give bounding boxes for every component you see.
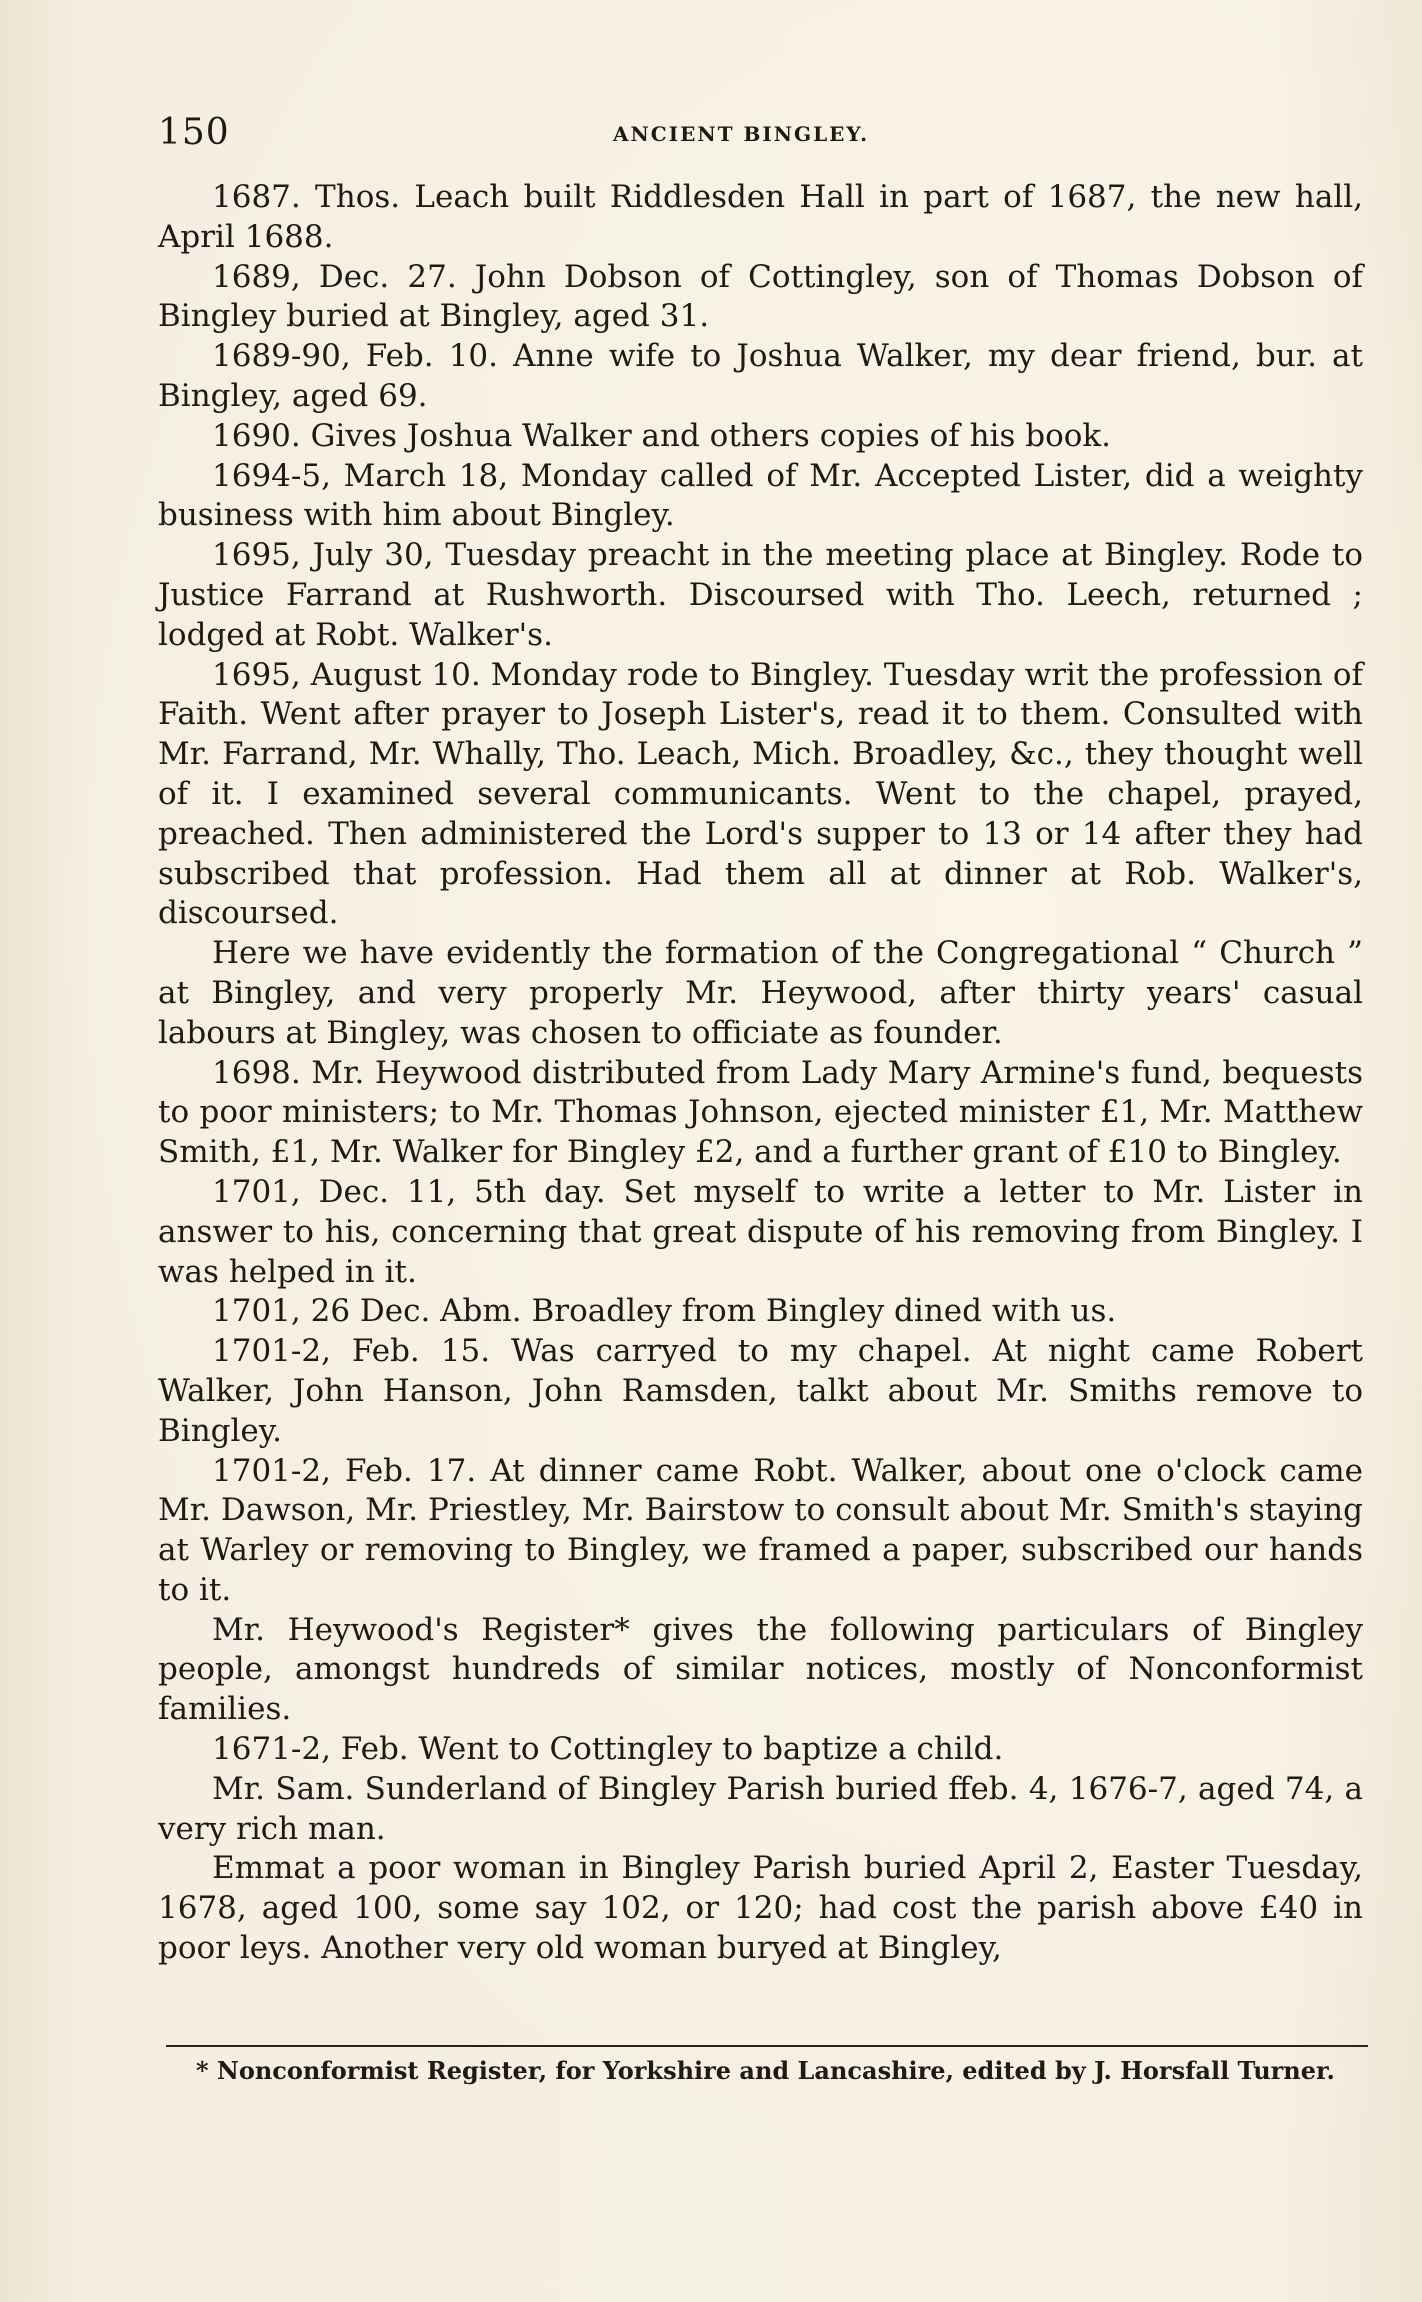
paragraph-heywood-register: Mr. Heywood's Register* gives the following particulars of Bingley people, amongst hundreds of similar notices, mostly of Nonconformist families. (158, 1611, 1363, 1728)
paragraph-1687-riddlesden-hall: 1687. Thos. Leach built Riddlesden Hall in part of 1687, the new hall, April 1688. (158, 179, 1363, 255)
paragraph-1701-broadley-dined: 1701, 26 Dec. Abm. Broadley from Bingley dined with us. (212, 1293, 1117, 1330)
paragraph-1695-august-profession: 1695, August 10. Monday rode to Bingley. Tuesday writ the profession of Faith. Went after prayer to Joseph Lister's, read it to them. Consulted with Mr. Farrand, Mr. Whally, Tho. Leach, Mich. Broadley, &c., they thought well of it. I examined several communicants. Went to the chapel, prayed, preached. Then administered the Lord's supper to 13 or 14 after they had subscribed that profession. Had them all at dinner at Rob. Walker's, discoursed. (158, 656, 1363, 932)
paragraph-1701-letter-to-lister: 1701, Dec. 11, 5th day. Set myself to write a letter to Mr. Lister in answer to his, concerning that great dispute of his removing from Bingley. I was helped in it. (158, 1173, 1363, 1290)
running-title: ANCIENT BINGLEY. (613, 122, 870, 146)
paragraph-1695-july-preaching: 1695, July 30, Tuesday preacht in the meeting place at Bingley. Rode to Justice Farrand at Rushworth. Discoursed with Tho. Leech, returned ; lodged at Robt. Walker's. (158, 537, 1363, 653)
paragraph-1698-armine-fund: 1698. Mr. Heywood distributed from Lady Mary Armine's fund, bequests to poor ministers; to Mr. Thomas Johnson, ejected minister £1, Mr. Matthew Smith, £1, Mr. Walker for Bingley £2, and a further grant of £10 to Bingley. (158, 1054, 1363, 1171)
page-number: 150 (158, 112, 230, 153)
paragraph-sam-sunderland: Mr. Sam. Sunderland of Bingley Parish buried ffeb. 4, 1676-7, aged 74, a very rich man. (158, 1770, 1363, 1847)
paragraph-1694-5-accepted-lister: 1694-5, March 18, Monday called of Mr. Accepted Lister, did a weighty business with him about Bingley. (158, 457, 1363, 534)
body-text (158, 178, 1363, 1969)
paragraph-1689-john-dobson: 1689, Dec. 27. John Dobson of Cottingley, son of Thomas Dobson of Bingley buried at Bingley, aged 31. (158, 258, 1363, 335)
paragraph-emmat-poor-woman: Emmat a poor woman in Bingley Parish buried April 2, Easter Tuesday, 1678, aged 100, some say 102, or 120; had cost the parish above £40 in poor leys. Another very old woman buryed at Bingley, (158, 1850, 1363, 1967)
running-head (158, 112, 1360, 152)
footnote: * Nonconformist Register, for Yorkshire and Lancashire, edited by J. Horsfall Turner. (196, 2056, 1335, 2085)
paragraph-1689-90-anne-walker: 1689-90, Feb. 10. Anne wife to Joshua Walker, my dear friend, bur. at Bingley, aged 69. (158, 338, 1363, 414)
paragraph-1701-2-feb-17: 1701-2, Feb. 17. At dinner came Robt. Walker, about one o'clock came Mr. Dawson, Mr. Priestley, Mr. Bairstow to consult about Mr. Smith's staying at Warley or removing to Bingley, we framed a paper, subscribed our hands to it. (158, 1452, 1363, 1608)
paragraph-1701-2-feb-15: 1701-2, Feb. 15. Was carryed to my chapel. At night came Robert Walker, John Hanson, John Ramsden, talkt about Mr. Smiths remove to Bingley. (158, 1333, 1363, 1449)
paragraph-1690-copies-of-book: 1690. Gives Joshua Walker and others copies of his book. (212, 417, 1112, 454)
footnote-rule (166, 2045, 1368, 2047)
paragraph-congregational-church: Here we have evidently the formation of the Congregational “ Church ” at Bingley, and very properly Mr. Heywood, after thirty years' casual labours at Bingley, was chosen to officiate as founder. (158, 935, 1363, 1051)
paragraph-1671-2-baptize: 1671-2, Feb. Went to Cottingley to baptize a child. (212, 1731, 1004, 1768)
